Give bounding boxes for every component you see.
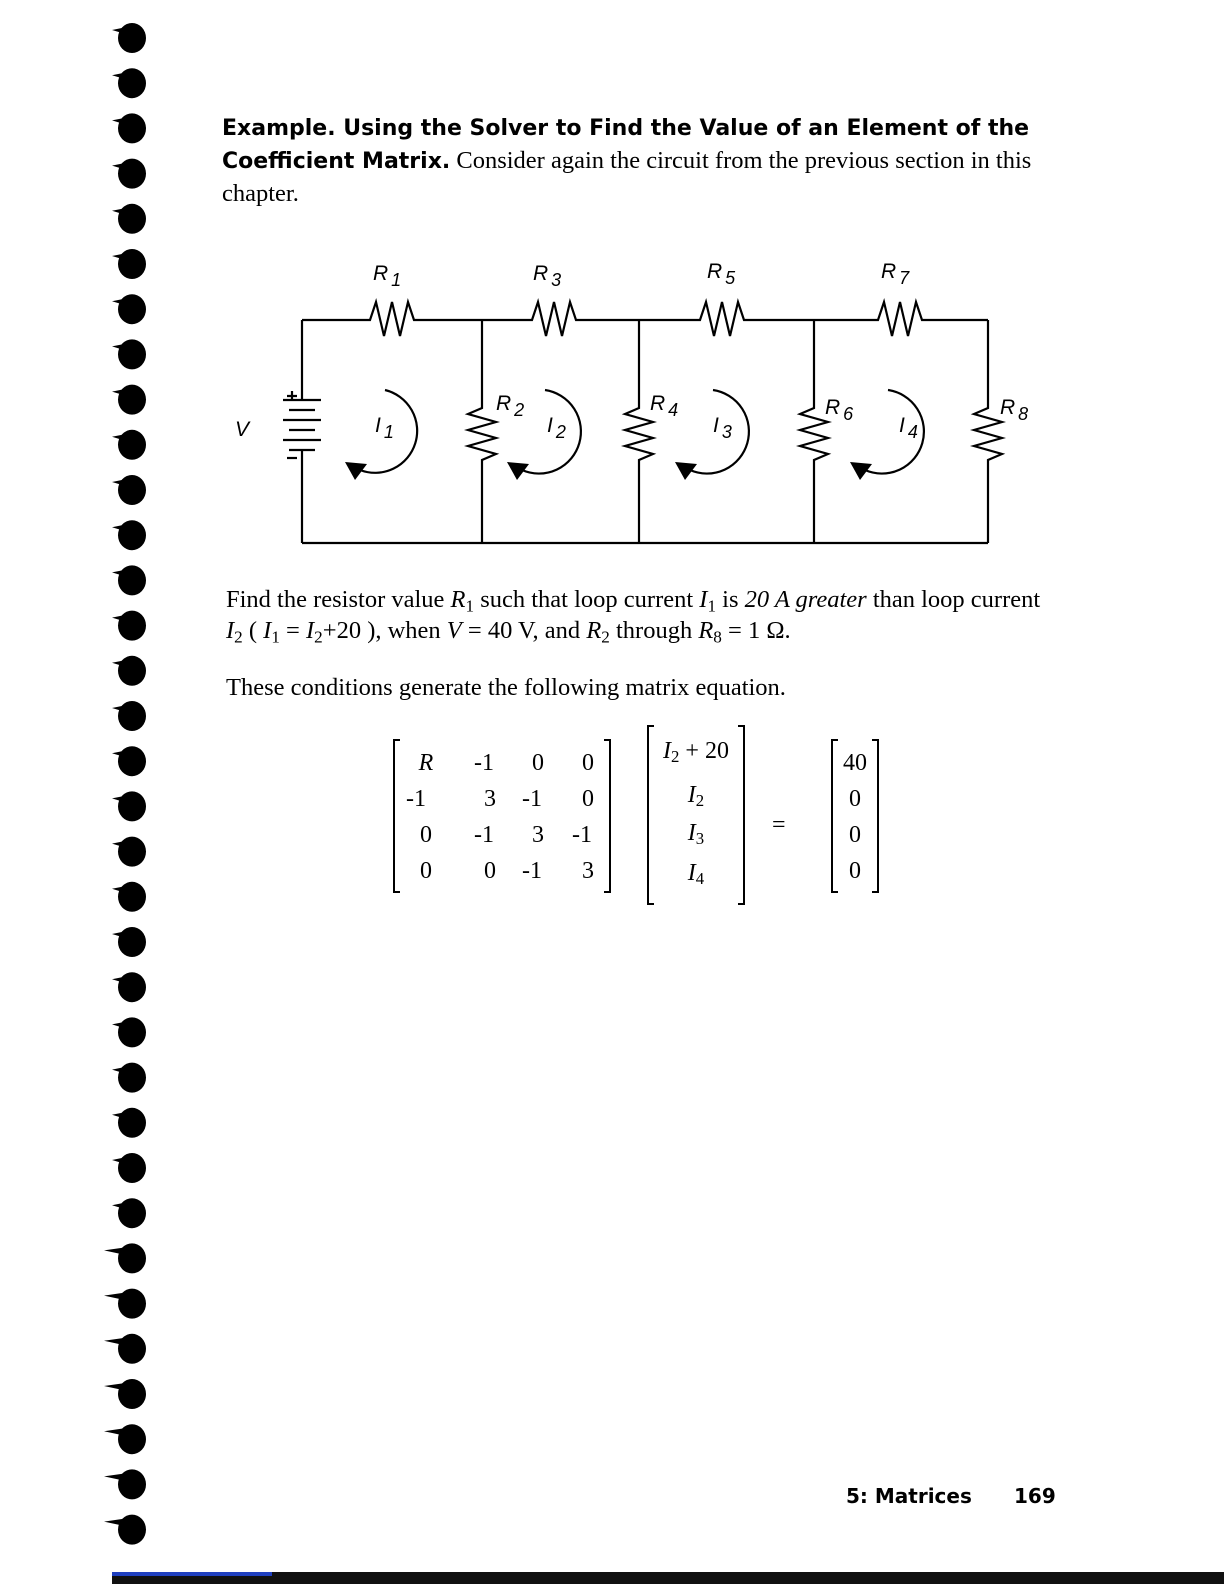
vector-cell: $I_3$ (687, 820, 705, 849)
problem-statement: Find the resistor value $R_1$ such that loop current $I_1$ is 20 A greater than loop current $I_2$ ( $I_1 = I_2+20$ ), when V = 40 V, and $R_2$ through $R_8 = 1$ Ω. (226, 586, 1041, 647)
chapter-footer: 5: Matrices (846, 1484, 972, 1508)
constant-cell: 0 (849, 858, 861, 884)
current-label-i1: I 1 (375, 414, 394, 442)
current-label-i4: I 4 (899, 414, 918, 442)
resistor-label-r8: R 8 (1000, 396, 1029, 424)
matrix-cell: 0 (420, 858, 432, 884)
matrix-cell: R (418, 750, 434, 776)
voltage-label: V (235, 418, 250, 441)
bottom-rule (112, 1572, 1224, 1584)
resistor-label-r2: R 2 (496, 392, 525, 420)
constant-cell: 0 (849, 786, 861, 812)
binding-hook (104, 1292, 132, 1302)
matrix-cell: 0 (582, 786, 594, 812)
resistor-label-r1: R 1 (373, 262, 402, 290)
matrix-cell: 0 (582, 750, 594, 776)
matrix-cell: -1 (406, 786, 426, 812)
binding-hook (104, 1382, 132, 1392)
matrix-cell: 0 (484, 858, 496, 884)
resistor-label-r5: R 5 (707, 260, 736, 288)
matrix-cell: -1 (522, 786, 542, 812)
matrix-cell: -1 (474, 750, 494, 776)
binding-hook (104, 1518, 132, 1528)
matrix-equation (390, 720, 900, 910)
heading-bold: Example. Using the Solver to Find the Value of an Element of the Coefficient Matrix. (222, 116, 1030, 174)
matrix-intro: These conditions generate the following matrix equation. (226, 674, 786, 701)
binding-hook (104, 1337, 132, 1347)
matrix-cell: -1 (522, 858, 542, 884)
resistor-label-r6: R 6 (825, 396, 854, 424)
resistor-label-r4: R 4 (650, 392, 679, 420)
binding-hook (104, 1472, 132, 1482)
page-number: 169 (1014, 1484, 1056, 1508)
matrix-cell: 3 (582, 858, 594, 884)
vector-cell: $I_2 + 20$ (663, 738, 729, 767)
matrix-cell: 3 (484, 786, 496, 812)
resistor-label-r7: R 7 (881, 260, 910, 288)
resistor-label-r3: R 3 (533, 262, 562, 290)
matrix-cell: 0 (420, 822, 432, 848)
spiral-binding (0, 0, 180, 1584)
circuit-diagram (225, 250, 1055, 555)
binding-hook (104, 1246, 132, 1256)
matrix-brackets (390, 720, 900, 910)
current-label-i2: I 2 (547, 414, 566, 442)
example-heading (222, 112, 1042, 210)
matrix-cell: -1 (474, 822, 494, 848)
vector-cell: $I_4$ (687, 860, 705, 889)
constant-cell: 0 (849, 822, 861, 848)
current-label-i3: I 3 (713, 414, 732, 442)
binding-hook (104, 1427, 132, 1437)
matrix-cell: 0 (532, 750, 544, 776)
constant-cell: 40 (843, 750, 867, 776)
heading-rest: Consider again the circuit from the previous section in this chapter. (222, 147, 1032, 207)
matrix-cell: 3 (532, 822, 544, 848)
matrix-cell: -1 (572, 822, 592, 848)
equals-sign: = (772, 812, 786, 838)
vector-cell: $I_2$ (687, 782, 705, 811)
